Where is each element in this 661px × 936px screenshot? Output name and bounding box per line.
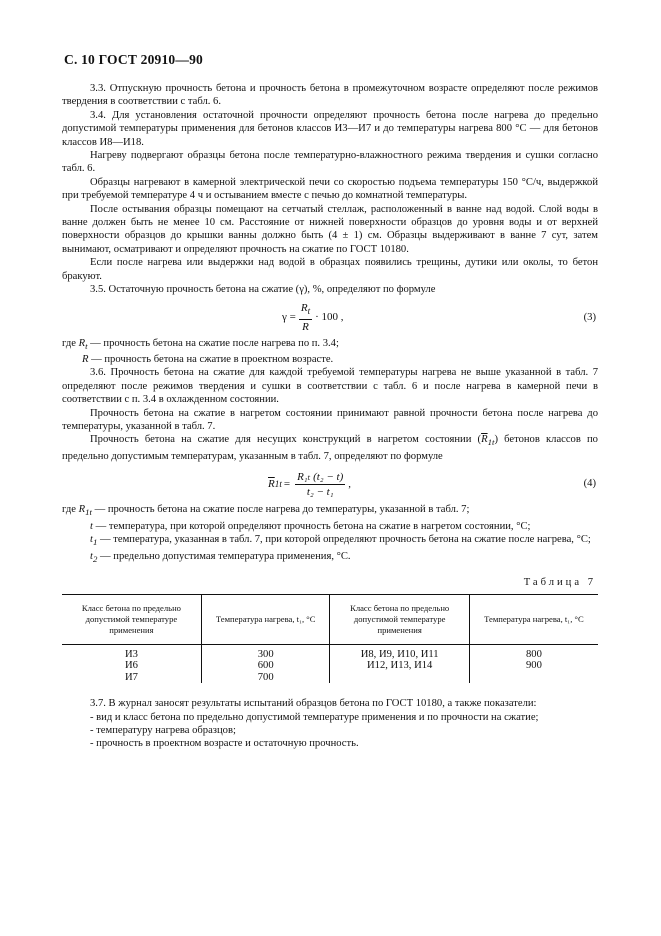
formula-3-numerator: R bbox=[300, 302, 308, 315]
table-header-row bbox=[62, 594, 598, 644]
table-cell: 800 bbox=[469, 644, 598, 660]
legend-symbol-sub: 1 bbox=[92, 537, 98, 548]
table-cell: И6 bbox=[124, 660, 138, 672]
legend-symbol-sub: 1t bbox=[85, 507, 92, 518]
paragraph-3-4-furnace: Образцы нагревают в камерной электрической печи со скоростью подъема температуры 150 °С/ч, выдержкой при требуемой температуре 4 ч и остыванием вместе с печью до комнатной температуры. bbox=[62, 176, 598, 202]
page-header: С. 10 ГОСТ 20910—90 bbox=[64, 52, 203, 67]
table-row bbox=[62, 644, 598, 660]
paragraph-3-4-heating: Нагреву подвергают образцы бетона после температурно-влажностного режима твердения и сушки согласно табл. 6. bbox=[62, 150, 598, 175]
table-header-cell: Класс бетона по предельно допустимой температуре применения bbox=[330, 594, 469, 644]
list-item: - вид и класс бетона по предельно допустимой температуре применения и по прочности на сжатие; bbox=[90, 711, 539, 723]
indicator-list bbox=[62, 711, 598, 751]
table-row bbox=[62, 660, 598, 672]
list-item: - прочность в проектном возрасте и остаточную прочность. bbox=[90, 738, 359, 750]
legend-text: — прочность бетона на сжатие в проектном возрасте. bbox=[91, 354, 334, 366]
table-cell: И7 bbox=[124, 671, 138, 683]
table-row bbox=[62, 672, 598, 684]
paragraph-3-6: 3.6. Прочность бетона на сжатие для каждой требуемой температуры нагрева не выше указанной в табл. 7 определяют после режимов твердения и сушки в соответствии с табл. 6 и после нагрева в камерной печи в соответствии с п. 3.4 в охлажденном состоянии. bbox=[62, 367, 598, 406]
legend-text: — прочность бетона на сжатие после нагрева по п. 3.4; bbox=[90, 337, 339, 349]
table-cell: 900 bbox=[469, 660, 598, 672]
table-cell: 300 bbox=[201, 644, 330, 660]
formula-4-legend bbox=[62, 503, 598, 566]
table-7-caption: Таблица 7 bbox=[523, 577, 596, 589]
formula-3-fraction bbox=[299, 301, 312, 333]
paragraph-3-6-hot-strength: Прочность бетона на сжатие в нагретом состоянии принимают равной прочности бетона после нагрева до температуры, указанной в табл. 7. bbox=[62, 407, 598, 433]
formula-4-fraction bbox=[295, 470, 345, 499]
table-header-cell: Температура нагрева, t₁, °С bbox=[201, 594, 330, 644]
table-header-cell: Температура нагрева, t₁, °С bbox=[469, 594, 598, 644]
table-7 bbox=[62, 594, 598, 684]
table-cell: 600 bbox=[201, 660, 330, 672]
legend-symbol-sub: 2 bbox=[92, 553, 98, 564]
table-cell bbox=[469, 672, 598, 684]
table-cell: И8, И9, И10, И11 bbox=[330, 644, 469, 660]
table-cell: И3 bbox=[124, 648, 138, 660]
formula-4-tail: , bbox=[348, 477, 352, 490]
table-cell: 700 bbox=[201, 672, 330, 684]
table-cell bbox=[330, 672, 469, 684]
inline-symbol-sub: 1t bbox=[487, 437, 495, 448]
legend-symbol: t bbox=[90, 534, 93, 546]
formula-3-numerator-sub: t bbox=[307, 306, 311, 317]
paragraph-3-5: 3.5. Остаточную прочность бетона на сжатие (γ), %, определяют по формуле bbox=[90, 284, 436, 296]
formula-4-number: (4) bbox=[583, 478, 596, 490]
paragraph-3-6-text-a: Прочность бетона на сжатие для несущих конструкций в нагретом состоянии ( bbox=[90, 434, 482, 446]
list-item: - температуру нагрева образцов; bbox=[90, 725, 236, 737]
legend-symbol: R bbox=[78, 337, 86, 349]
formula-4-numerator: R₁ₜ (t₂ − t) bbox=[297, 470, 344, 483]
paragraph-3-4-reject: Если после нагрева или выдержки над водой в образцах появились трещины, дутики или околы, то бетон бракуют. bbox=[62, 257, 598, 282]
formula-3-rest: · 100 , bbox=[315, 310, 344, 323]
formula-3-legend bbox=[62, 337, 598, 367]
paragraph-3-4: 3.4. Для установления остаточной прочности определяют прочность бетона после нагрева до предельно допустимой температуры применения для бетонов классов И3—И7 и до температуры нагрева 800 °С — для бетонов классов И8—И18. bbox=[62, 109, 598, 148]
where-label: где bbox=[62, 504, 76, 516]
paragraph-3-6-text-b: ) бетонов классов по предельно допустимым температурам, указанным в табл. 7, определяют по формуле bbox=[62, 434, 598, 462]
section-3-7 bbox=[62, 697, 598, 751]
formula-4-lhs-sub: 1t bbox=[274, 478, 282, 489]
legend-symbol: t bbox=[90, 550, 93, 562]
formula-3-denominator: R bbox=[302, 320, 309, 333]
legend-symbol: R bbox=[82, 354, 89, 366]
inline-symbol: $\overline{R}$ bbox=[481, 434, 488, 446]
paragraph-3-4-cooling: После остывания образцы помещают на сетчатый стеллаж, расположенный в ванне над водой. Слой воды в ванне должен быть не менее 10 см. Расстояние от нижней поверхности образцов до уровня воды и от верхней поверхности образцов до крышки ванны должно быть (4 ± 1) см. Образцы выдерживают в ванне 7 сут, затем вынимают, осматривают и определяют прочность на сжатие по ГОСТ 10180. bbox=[62, 203, 598, 255]
paragraph-3-3: 3.3. Отпускную прочность бетона и прочность бетона в промежуточном возрасте определяют после режимов твердения в соответствии с табл. 6. bbox=[62, 83, 598, 108]
legend-symbol: R bbox=[78, 504, 86, 516]
formula-3 bbox=[62, 301, 598, 335]
document-body bbox=[62, 82, 598, 751]
legend-symbol: t bbox=[90, 520, 93, 532]
formula-3-lhs: γ = bbox=[282, 310, 296, 323]
table-header-cell: Класс бетона по предельно допустимой температуре применения bbox=[62, 594, 201, 644]
legend-text: — температура, указанная в табл. 7, при которой определяют прочность бетона на сжатие после нагрева, °С; bbox=[100, 534, 591, 546]
legend-symbol-sub: t bbox=[85, 340, 88, 351]
paragraph-3-7: 3.7. В журнал заносят результаты испытаний образцов бетона по ГОСТ 10180, а также показатели: bbox=[90, 698, 537, 710]
legend-text: — температура, при которой определяют прочность бетона на сжатие в нагретом состоянии, °С; bbox=[95, 520, 531, 532]
where-label: где bbox=[62, 337, 76, 349]
table-cell: И12, И13, И14 bbox=[330, 660, 469, 672]
formula-3-number: (3) bbox=[583, 311, 596, 323]
formula-4 bbox=[62, 467, 598, 501]
formula-4-denominator: t₂ − t₁ bbox=[306, 485, 334, 498]
formula-4-lhs: $\overline{R}$ bbox=[268, 477, 275, 490]
formula-4-equals: = bbox=[283, 477, 291, 490]
legend-text: — прочность бетона на сжатие после нагрева до температуры, указанной в табл. 7; bbox=[94, 504, 470, 516]
paragraph-3-6-formula-intro bbox=[62, 433, 598, 463]
legend-text: — предельно допустимая температура применения, °С. bbox=[100, 550, 351, 562]
